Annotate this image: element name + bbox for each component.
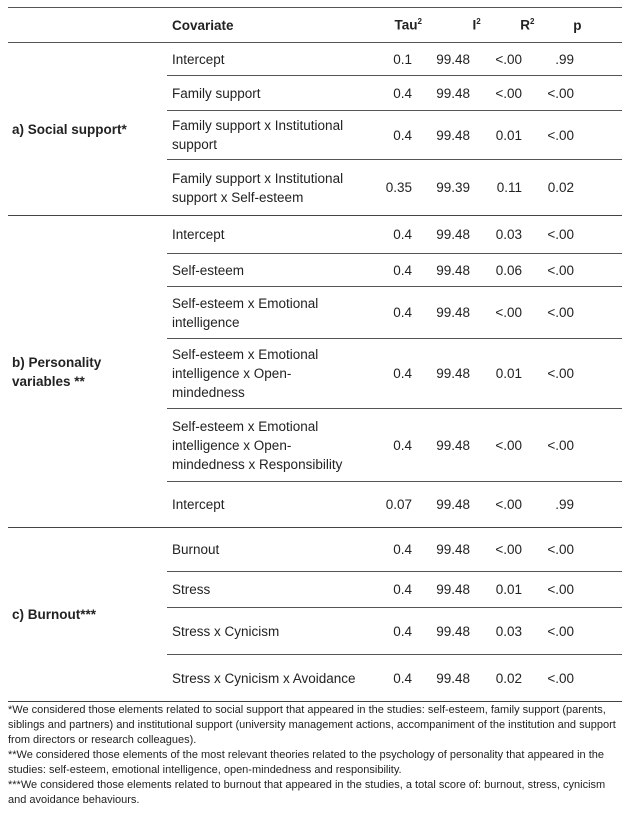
group-header-empty [8,8,167,42]
table-row [167,339,622,409]
p-cell: <.00 [547,623,574,639]
i2-cell: 99.48 [436,582,470,597]
covariate-cell: Self-esteem x Emotional intelligence [172,295,319,330]
r2-cell: 0.01 [495,366,522,381]
p-cell: <.00 [547,670,574,686]
table-row [167,528,622,572]
table-row [167,254,622,287]
covariate-cell: Family support [172,85,261,101]
i2-cell: 99.48 [436,437,470,453]
covariate-cell: Self-esteem x Emotional intelligence x Open-mindedness x Responsibility [172,418,343,472]
p-cell: .99 [555,497,574,512]
header-row [8,8,622,43]
tau-cell: 0.4 [393,623,412,639]
covariate-cell: Self-esteem [172,262,245,278]
p-cell: <.00 [547,366,574,381]
tau-cell: 0.4 [393,670,412,686]
p-cell: <.00 [547,262,574,278]
table-row [167,572,622,608]
tau-cell: 0.4 [393,582,412,597]
i2-cell: 99.48 [436,670,470,686]
i2-cell: 99.48 [436,227,470,242]
table-row [167,43,622,76]
r2-cell: <.00 [495,51,522,67]
tau-cell: 0.4 [393,305,412,320]
regression-table [8,7,622,702]
header-tau: Tau$^2$ [394,17,422,33]
table-row [167,160,622,215]
footnote: ***We considered those elements related to burnout that appeared in the studies, a total score of: burnout, stress, cynicism and avoidance behaviours. [8,779,606,806]
covariate-cell: Stress [172,582,211,597]
table-row [167,111,622,160]
group-0 [8,43,622,216]
p-cell: <.00 [547,437,574,453]
i2-cell: 99.48 [436,623,470,639]
table-row [167,409,622,482]
r2-cell: <.00 [495,85,522,101]
tau-cell: 0.4 [393,262,412,278]
i2-cell: 99.48 [436,305,470,320]
covariate-cell: Intercept [172,51,225,67]
p-cell: <.00 [547,542,574,557]
p-cell: <.00 [547,227,574,242]
covariate-cell: Intercept [172,497,225,512]
r2-cell: 0.02 [495,670,522,686]
table-footnotes [8,703,622,808]
covariate-cell: Stress x Cynicism x Avoidance [172,670,356,686]
covariate-cell: Intercept [172,227,225,242]
p-cell: <.00 [547,85,574,101]
i2-cell: 99.48 [436,262,470,278]
tau-cell: 0.4 [393,366,412,381]
p-cell: <.00 [547,127,574,143]
tau-cell: 0.4 [393,127,412,143]
p-cell: .99 [555,51,574,67]
group-label: c) Burnout*** [12,607,96,622]
group-label: b) Personality variables ** [12,354,102,389]
table-row [167,482,622,527]
tau-cell: 0.4 [393,437,412,453]
i2-cell: 99.48 [436,497,470,512]
p-cell: 0.02 [547,180,574,195]
p-cell: <.00 [547,582,574,597]
covariate-cell: Burnout [172,542,220,557]
covariate-cell: Family support x Institutional support x Self-esteem [172,170,344,205]
i2-cell: 99.48 [436,51,470,67]
group-label: a) Social support* [12,121,127,137]
covariate-cell: Stress x Cynicism [172,623,280,639]
r2-cell: <.00 [495,305,522,320]
r2-cell: <.00 [495,497,522,512]
i2-cell: 99.48 [436,85,470,101]
r2-cell: <.00 [495,542,522,557]
i2-cell: 99.48 [436,366,470,381]
group-1 [8,216,622,528]
i2-cell: 99.39 [436,180,470,195]
i2-cell: 99.48 [436,127,470,143]
covariate-cell: Self-esteem x Emotional intelligence x Open-mindedness [172,347,319,400]
tau-cell: 0.4 [393,542,412,557]
table-row [167,655,622,701]
r2-cell: 0.03 [495,227,522,242]
tau-cell: 0.07 [385,497,412,512]
header-covariate: Covariate [172,17,234,33]
tau-cell: 0.4 [393,85,412,101]
footnote: **We considered those elements of the most relevant theories related to the psychology of personality that appeared in the studies: self-esteem, emotional intelligence, open-mindedness and responsibility. [8,749,604,776]
r2-cell: 0.11 [496,180,522,195]
r2-cell: 0.01 [495,127,522,143]
group-2 [8,528,622,702]
table-row [167,287,622,339]
r2-cell: <.00 [495,437,522,453]
header-r2: $R^2$ [520,17,535,33]
tau-cell: 0.35 [385,180,412,195]
i2-cell: 99.48 [436,542,470,557]
p-cell: <.00 [547,305,574,320]
table-row [167,216,622,254]
header-i2: $I^2$ [472,17,481,33]
r2-cell: 0.01 [495,582,522,597]
table-row [167,608,622,655]
header-p: p [573,17,582,33]
r2-cell: 0.03 [495,623,522,639]
tau-cell: 0.1 [393,51,412,67]
tau-cell: 0.4 [393,227,412,242]
covariate-cell: Family support x Institutional support [172,118,344,152]
r2-cell: 0.06 [495,262,522,278]
table-row [167,76,622,111]
footnote: *We considered those elements related to social support that appeared in the studies: self-esteem, family support (parents, siblings and partners) and institutional support (university management actions, accompaniment of the institution and support from directors or research colleagues). [8,704,616,746]
